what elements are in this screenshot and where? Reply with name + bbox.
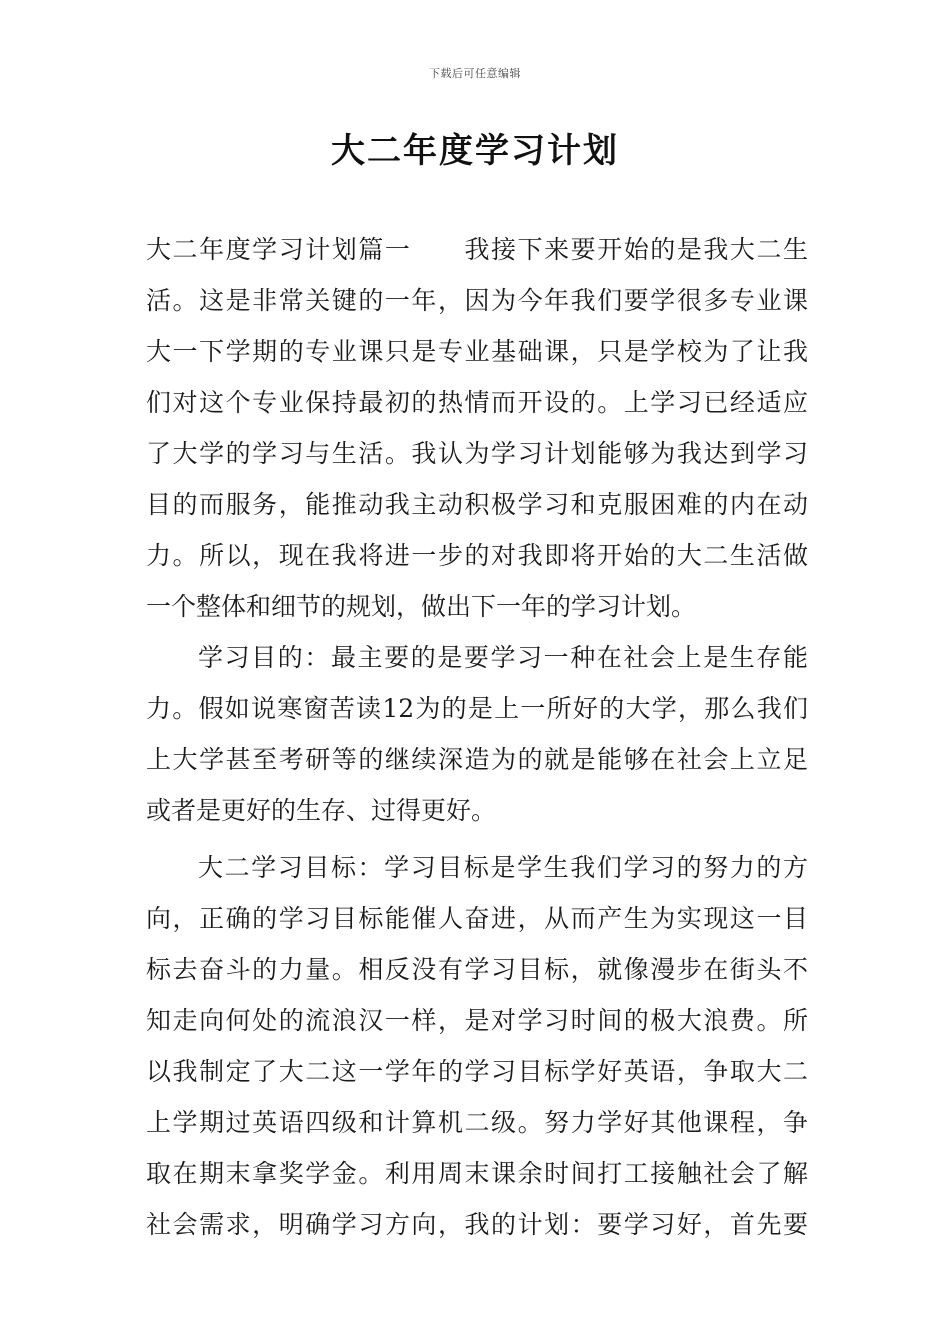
text-line: 学习目的：最主要的是要学习一种在社会上是生存能 (198, 643, 808, 672)
text-line: 社会需求，明确学习方向，我的计划：要学习好，首先要 (146, 1210, 808, 1239)
text-line: 知走向何处的流浪汉一样，是对学习时间的极大浪费。所 (146, 1006, 808, 1035)
text-line: 们对这个专业保持最初的热情而开设的。上学习已经适应 (146, 388, 808, 417)
paragraph-study-goals (146, 842, 808, 1250)
text-line: 大二学习目标：学习目标是学生我们学习的努力的方 (198, 853, 808, 882)
text-line: 活。这是非常关键的一年，因为今年我们要学很多专业课 (146, 286, 808, 315)
document-title: 大二年度学习计划 (331, 131, 619, 171)
text-line: 或者是更好的生存、过得更好。 (146, 796, 497, 825)
text-line: 力。所以，现在我将进一步的对我即将开始的大二生活做 (146, 541, 808, 570)
text-line: 大二年度学习计划篇一 我接下来要开始的是我大二生 (146, 235, 808, 264)
text-line: 大一下学期的专业课只是专业基础课，只是学校为了让我 (146, 337, 808, 366)
text-line: 一个整体和细节的规划，做出下一年的学习计划。 (146, 592, 697, 621)
text-line: 取在期末拿奖学金。利用周末课余时间打工接触社会了解 (146, 1159, 808, 1188)
text-line: 目的而服务，能推动我主动积极学习和克服困难的内在动 (146, 490, 808, 519)
text-line: 上学期过英语四级和计算机二级。努力学好其他课程，争 (146, 1108, 808, 1137)
header-note: 下载后可任意编辑 (429, 67, 521, 80)
text-line: 力。假如说寒窗苦读12为的是上一所好的大学，那么我们 (146, 694, 808, 723)
text-line: 向，正确的学习目标能催人奋进，从而产生为实现这一目 (146, 904, 808, 933)
text-line: 以我制定了大二这一学年的学习目标学好英语，争取大二 (146, 1057, 808, 1086)
text-line: 标去奋斗的力量。相反没有学习目标，就像漫步在街头不 (146, 955, 808, 984)
text-line: 上大学甚至考研等的继续深造为的就是能够在社会上立足 (146, 745, 808, 774)
text-line: 了大学的学习与生活。我认为学习计划能够为我达到学习 (146, 439, 808, 468)
document-body (146, 224, 808, 1250)
paragraph-study-purpose (146, 632, 808, 836)
paragraph-intro (146, 224, 808, 632)
